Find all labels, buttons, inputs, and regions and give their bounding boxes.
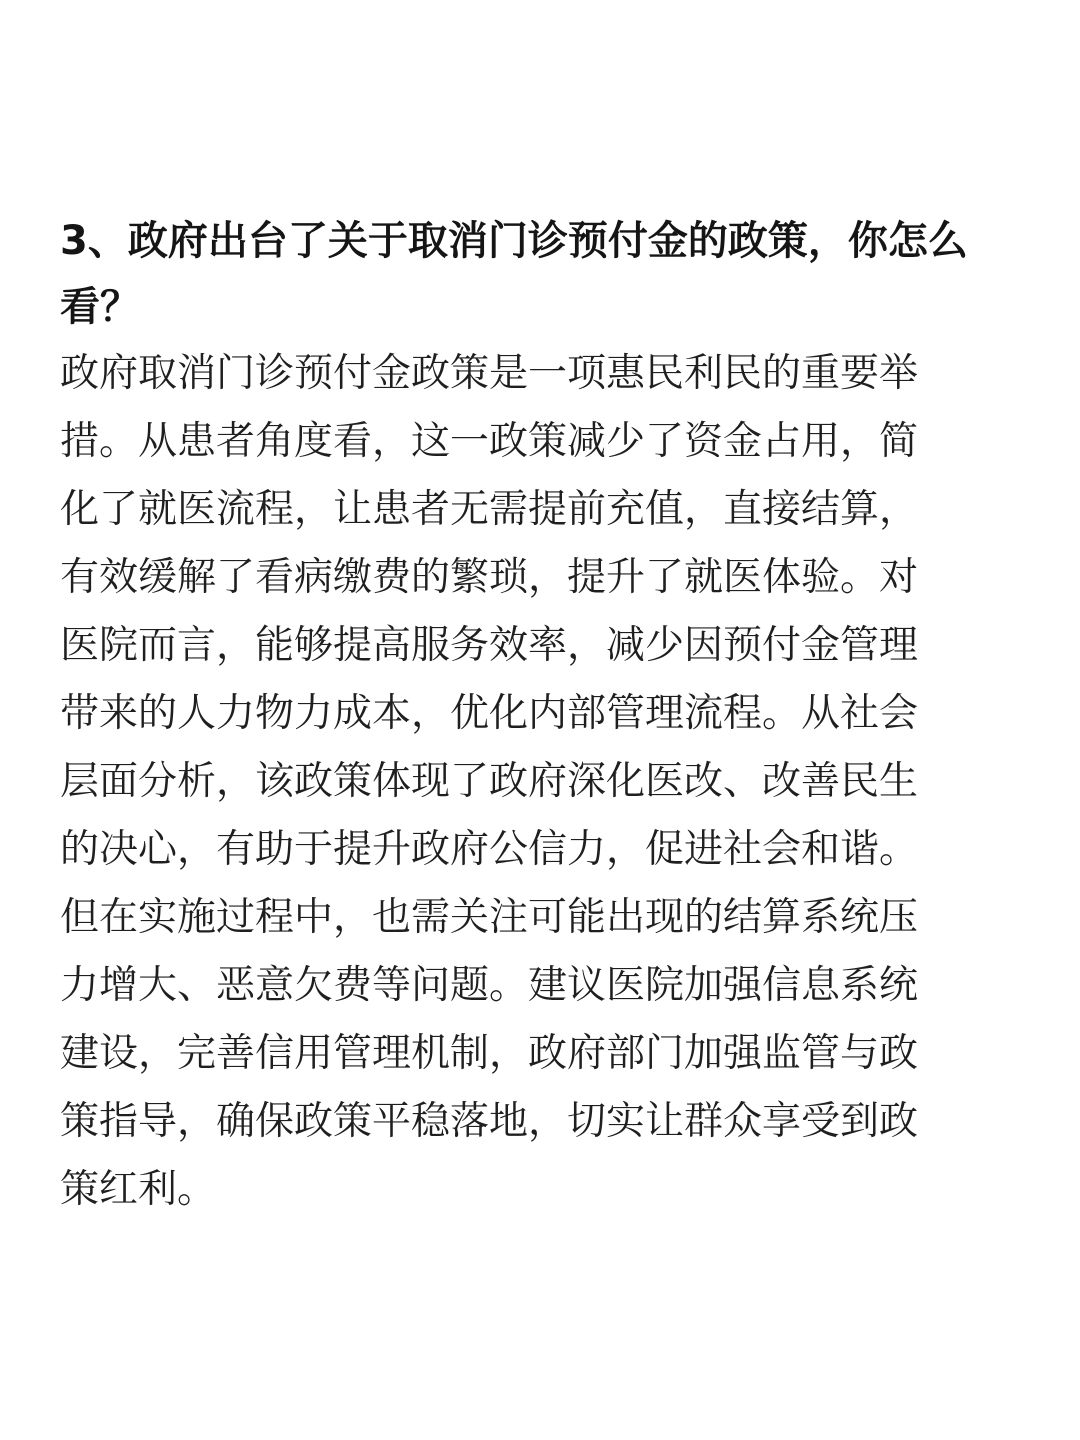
answer-paragraph [60,340,1020,1224]
answer-line: 层面分析，该政策体现了政府深化医改、改善民生 [60,759,919,804]
article-card [60,208,1020,1224]
answer-line: 带来的人力物力成本，优化内部管理流程。从社会 [60,691,919,736]
answer-line: 策指导，确保政策平稳落地，切实让群众享受到政 [60,1099,919,1144]
answer-line: 策红利。 [60,1167,217,1212]
answer-line: 建设，完善信用管理机制，政府部门加强监管与政 [60,1031,919,1076]
answer-line: 但在实施过程中，也需关注可能出现的结算系统压 [60,895,919,940]
question-heading [60,208,1020,340]
answer-line: 措。从患者角度看，这一政策减少了资金占用，简 [60,419,919,464]
answer-line: 政府取消门诊预付金政策是一项惠民利民的重要举 [60,351,919,396]
answer-line: 化了就医流程，让患者无需提前充值，直接结算， [60,487,919,532]
answer-line: 有效缓解了看病缴费的繁琐，提升了就医体验。对 [60,555,919,600]
question-line: 3、政府出台了关于取消门诊预付金的政策，你怎么 [60,218,968,264]
answer-line: 的决心，有助于提升政府公信力，促进社会和谐。 [60,827,919,872]
answer-line: 力增大、恶意欠费等问题。建议医院加强信息系统 [60,963,919,1008]
question-line: 看？ [60,284,140,330]
answer-line: 医院而言，能够提高服务效率，减少因预付金管理 [60,623,919,668]
